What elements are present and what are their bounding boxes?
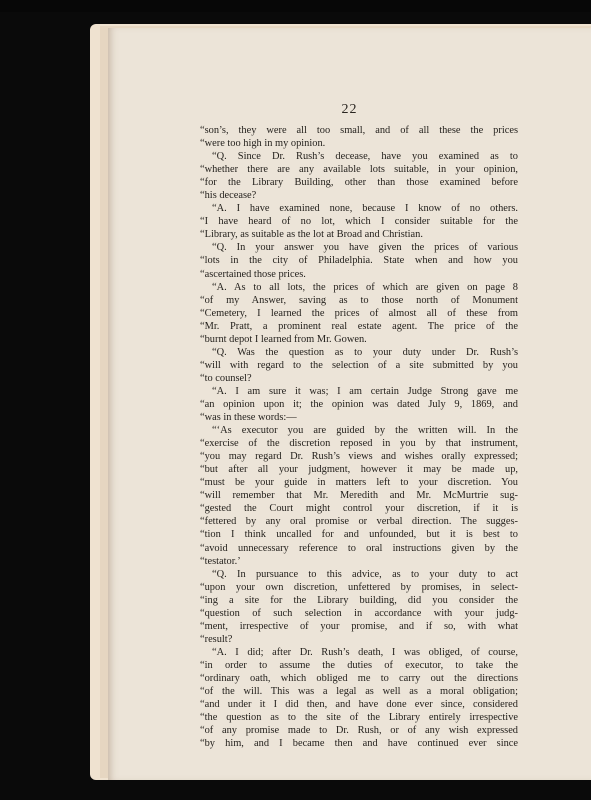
- body-text: [200, 124, 518, 750]
- text-line: “‘As executor you are guided by the written will. In the: [212, 425, 518, 437]
- text-line: “Mr. Pratt, a prominent real estate agent. The price of the: [200, 320, 518, 332]
- text-line: “must be your guide in matters left to your discretion. You: [200, 477, 518, 489]
- text-line: “in order to assume the duties of executor, to take the: [200, 659, 518, 671]
- text-line: “ascertained those prices.: [200, 268, 306, 280]
- book-page: [108, 28, 591, 780]
- text-line: “Library, as suitable as the lot at Broad and Christian.: [200, 229, 423, 241]
- text-line: “whether there are any available lots suitable, in your opinion,: [200, 164, 518, 176]
- text-line: “burnt depot I learned from Mr. Gowen.: [200, 333, 367, 345]
- text-line: “to counsel?: [200, 372, 252, 384]
- text-line: “upon your own discretion, unfettered by promises, in select-: [200, 581, 518, 593]
- text-line: “an opinion upon it; the opinion was dated July 9, 1869, and: [200, 398, 518, 410]
- text-line: “will remember that Mr. Meredith and Mr. McMurtrie sug-: [200, 490, 518, 502]
- text-line: “son’s, they were all too small, and of all these the prices: [200, 125, 518, 136]
- text-line: “A. I have examined none, because I know of no others.: [212, 203, 518, 215]
- text-line: “Q. Was the question as to your duty under Dr. Rush’s: [212, 346, 518, 358]
- text-line: “gested the Court might control your discretion, if it is: [200, 503, 518, 515]
- text-line: “Q. In your answer you have given the prices of various: [212, 242, 518, 254]
- text-line: “Q. Since Dr. Rush’s decease, have you examined as to: [212, 151, 518, 163]
- text-line: “fettered by any oral promise or verbal direction. The sugges-: [200, 516, 518, 528]
- text-line: “Cemetery, I learned the prices of almost all of these from: [200, 307, 518, 319]
- text-line: “by him, and I became then and have continued ever since: [200, 738, 518, 750]
- scan-background: [0, 0, 591, 12]
- text-line: “for the Library Building, other than those examined before: [200, 177, 518, 189]
- text-line: “I have heard of no lot, which I consider suitable for the: [200, 216, 518, 228]
- text-line: “testator.’: [200, 555, 241, 567]
- text-line: “of the will. This was a legal as well as a moral obligation;: [200, 686, 518, 698]
- text-line: “ordinary oath, which obliged me to carry out the directions: [200, 672, 518, 684]
- text-line: “A. I am sure it was; I am certain Judge Strong gave me: [212, 385, 518, 397]
- text-line: “tion I think uncalled for and unfounded, but it is best to: [200, 529, 518, 541]
- text-line: “the question as to the site of the Library entirely irrespective: [200, 712, 518, 724]
- text-line: “ing a site for the Library building, did you consider the: [200, 594, 518, 606]
- text-line: “exercise of the discretion reposed in you by that instrument,: [200, 438, 518, 450]
- text-line: “Q. In pursuance to this advice, as to your duty to act: [212, 568, 518, 580]
- text-line: “avoid unnecessary reference to oral instructions given by the: [200, 542, 518, 554]
- text-line: “you may regard Dr. Rush’s views and wishes orally expressed;: [200, 451, 518, 463]
- text-line: “his decease?: [200, 190, 257, 202]
- text-line: “lots in the city of Philadelphia. State when and how you: [200, 255, 518, 267]
- text-line: “A. As to all lots, the prices of which are given on page 8: [212, 281, 518, 293]
- text-line: “and under it I did then, and have done ever since, considered: [200, 699, 518, 711]
- text-line: “were too high in my opinion.: [200, 138, 326, 150]
- page-number: 22: [341, 102, 358, 117]
- text-line: “A. I did; after Dr. Rush’s death, I was obliged, of course,: [212, 646, 518, 658]
- text-line: “question of such selection in accordance with your judg-: [200, 607, 518, 619]
- text-line: “of my Answer, saving as to those north of Monument: [200, 294, 518, 306]
- text-line: “result?: [200, 633, 233, 645]
- text-line: “ment, irrespective of your promise, and if so, with what: [200, 620, 518, 632]
- text-line: “was in these words:—: [200, 412, 297, 424]
- text-line: “but after all your judgment, however it may be made up,: [200, 464, 518, 476]
- text-line: “of any promise made to Dr. Rush, or of any wish expressed: [200, 725, 518, 737]
- text-line: “will with regard to the selection of a site submitted by you: [200, 359, 518, 371]
